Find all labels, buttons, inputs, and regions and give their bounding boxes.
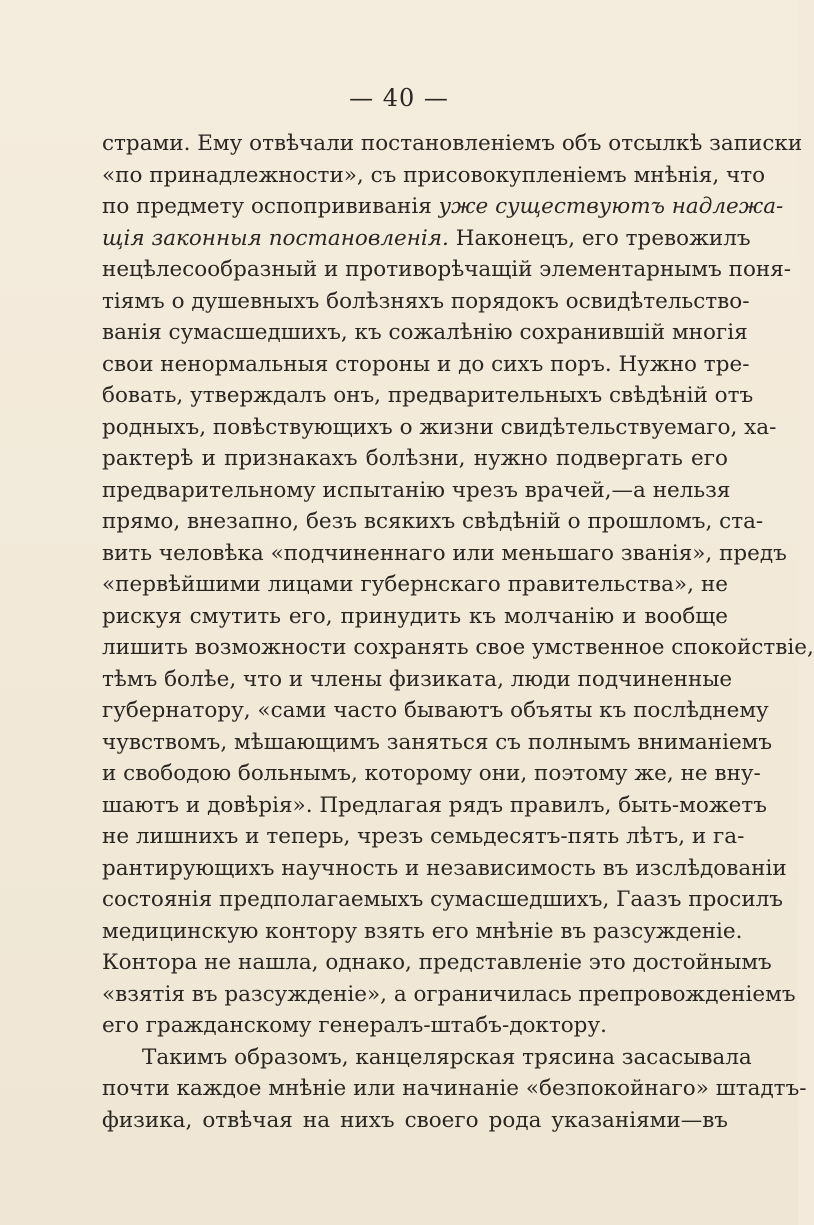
text-line-30: Такимъ образомъ, канцелярская трясина засасывала [142, 1044, 752, 1070]
text-line-9: бовать, утверждалъ онъ, предварительныхъ свѣдѣній отъ [102, 383, 754, 408]
text-line-29: его гражданскому генералъ-штабъ-доктору. [102, 1013, 607, 1038]
text-line-20: чувствомъ, мѣшающимъ заняться съ полнымъ вниманіемъ [102, 729, 773, 755]
text-line-23: не лишнихъ и теперь, чрезъ семьдесятъ-пять лѣтъ, и га- [102, 824, 745, 849]
text-line-12: предварительному испытанію чрезъ врачей,—а нельзя [102, 477, 731, 503]
text-line-26: медицинскую контору взять его мнѣніе въ разсужденіе. [102, 918, 743, 944]
text-line-8: свои ненормальныя стороны и до сихъ поръ. Нужно тре- [102, 351, 750, 377]
text-line-6: тіямъ о душевныхъ болѣзняхъ порядокъ освидѣтельство- [102, 288, 750, 314]
text-line-3-italic: уже существуютъ надлежа- [438, 194, 784, 219]
text-line-27: Контора не нашла, однако, представленіе это достойнымъ [102, 950, 772, 975]
text-line-14: вить человѣка «подчиненнаго или меньшаго званія», предъ [102, 540, 787, 566]
text-line-4 [102, 223, 751, 255]
text-line-11: рактерѣ и признакахъ болѣзни, нужно подвергать его [102, 446, 728, 471]
text-line-21: и свободою больнымъ, которому они, поэтому же, не вну- [102, 761, 761, 786]
text-line-1: страми. Ему отвѣчали постановленіемъ объ отсылкѣ записки [102, 131, 803, 156]
text-line-4-regular: Наконецъ, его тревожилъ [448, 225, 751, 251]
text-line-2: «по принадлежности», съ присовокупленіемъ мнѣнія, что [102, 162, 766, 188]
text-line-7: ванія сумасшедшихъ, къ сожалѣнію сохранившій многія [102, 320, 748, 345]
text-line-28: «взятія въ разсужденіе», а ограничилась препровожденіемъ [102, 981, 796, 1007]
text-line-16: рискуя смутить его, принудить къ молчанію и вообще [102, 603, 728, 629]
body-text [102, 128, 814, 1136]
text-line-31: почти каждое мнѣніе или начинаніе «безпокойнаго» штадтъ- [102, 1076, 807, 1101]
text-line-18: тѣмъ болѣе, что и члены физиката, люди подчиненные [102, 666, 733, 692]
text-line-17: лишить возможности сохранять свое умственное спокойствіе, [102, 635, 814, 660]
text-line-19: губернатору, «сами часто бываютъ объяты къ послѣднему [102, 698, 769, 723]
text-line-4-italic: щія законныя постановленія. [102, 225, 449, 251]
text-line-10: родныхъ, повѣствующихъ о жизни свидѣтельствуемаго, ха- [102, 414, 777, 440]
text-line-22: шаютъ и довѣрія». Предлагая рядъ правилъ, быть-можетъ [102, 792, 767, 818]
text-line-15: «первѣйшими лицами губернскаго правительства», не [102, 572, 728, 597]
text-line-25: состоянія предполагаемыхъ сумасшедшихъ, Гаазъ просилъ [102, 887, 783, 912]
text-line-3 [102, 191, 784, 223]
text-line-5: нецѣлесообразный и противорѣчащій элементарнымъ поня- [102, 257, 792, 282]
text-line-3-regular: по предмету оспопрививанія [102, 194, 439, 219]
text-line-32: физика, отвѣчая на нихъ своего рода указаніями—въ [102, 1107, 728, 1133]
text-line-24: рантирующихъ научность и независимость въ изслѣдованіи [102, 855, 787, 881]
text-line-13: прямо, внезапно, безъ всякихъ свѣдѣній о прошломъ, ста- [102, 509, 764, 534]
page-number: — 40 — [349, 84, 449, 112]
